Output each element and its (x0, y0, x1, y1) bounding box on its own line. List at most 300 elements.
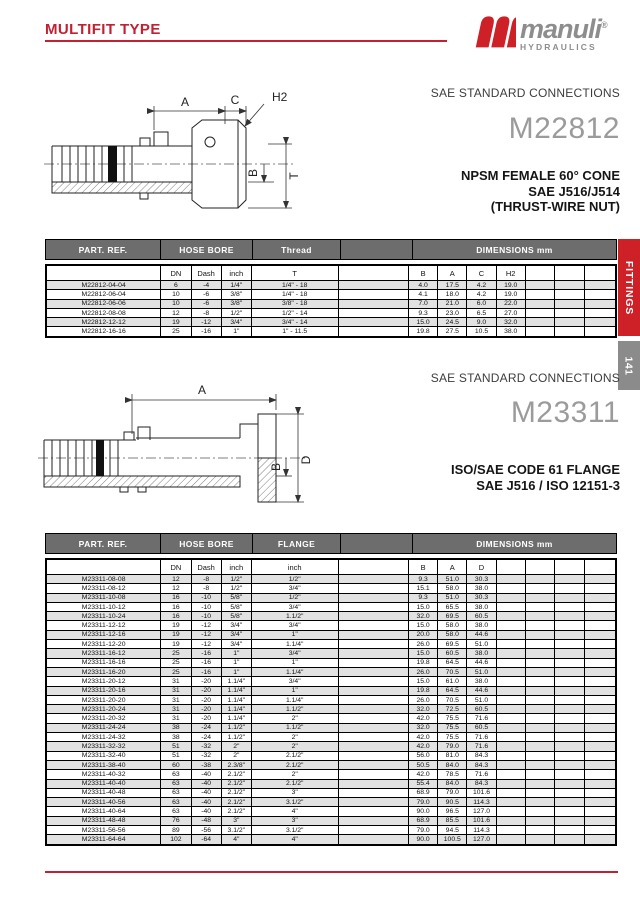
table-cell (338, 630, 408, 639)
table-cell: -10 (191, 602, 221, 611)
table-cell: M22812-12-12 (46, 318, 161, 327)
table-row (46, 770, 616, 779)
table-cell (585, 733, 616, 742)
table-cell: 42.0 (408, 714, 437, 723)
table-cell: 2.1/2" (251, 760, 338, 769)
table-cell (585, 318, 616, 327)
table-cell (555, 667, 585, 676)
table-cell: 69.5 (438, 612, 467, 621)
table-cell: 12 (161, 575, 191, 584)
table-cell: -32 (191, 742, 221, 751)
table-cell: 19 (161, 630, 191, 639)
table-cell (338, 658, 408, 667)
subtitle-line: (THRUST-WIRE NUT) (490, 199, 620, 214)
section2-eyebrow: SAE STANDARD CONNECTIONS (430, 371, 620, 385)
table-cell: M23311-38-40 (46, 760, 161, 769)
table-cell (555, 658, 585, 667)
table-row (46, 816, 616, 825)
table-cell: 2" (251, 733, 338, 742)
table-cell: 31 (161, 677, 191, 686)
table-row (46, 584, 616, 593)
table-cell: -20 (191, 695, 221, 704)
table-cell: M23311-16-16 (46, 658, 161, 667)
table-cell: 31 (161, 695, 191, 704)
table-cell: -56 (191, 826, 221, 835)
table-cell: 7.0 (408, 299, 437, 308)
table-cell: 3.1/2" (251, 798, 338, 807)
table-row (46, 733, 616, 742)
table-cell: 64.5 (438, 658, 467, 667)
table-cell: 1.1/4" (251, 695, 338, 704)
table-cell: 76 (161, 816, 191, 825)
table-cell: -20 (191, 705, 221, 714)
table-cell: -8 (191, 308, 221, 317)
table-cell: 65.5 (438, 602, 467, 611)
table-cell: 75.5 (438, 714, 467, 723)
table-cell: 38 (161, 733, 191, 742)
table-cell: -10 (191, 593, 221, 602)
table-cell: M23311-40-64 (46, 807, 161, 816)
column-header (46, 265, 161, 281)
table-cell (525, 779, 554, 788)
table-cell: 22.0 (496, 299, 525, 308)
table-cell: 60.5 (467, 723, 496, 732)
table-cell: 19 (161, 318, 191, 327)
table-cell (496, 705, 525, 714)
table-cell (525, 308, 554, 317)
table-cell: 30.3 (467, 575, 496, 584)
table-cell: M23311-20-24 (46, 705, 161, 714)
table-cell (585, 705, 616, 714)
table-cell: -40 (191, 770, 221, 779)
table-cell (525, 760, 554, 769)
table-cell (585, 835, 616, 845)
table-cell (555, 649, 585, 658)
table-cell: 31 (161, 686, 191, 695)
table-cell: 4.2 (467, 281, 496, 290)
table-cell: 16 (161, 593, 191, 602)
table-cell: 71.6 (467, 714, 496, 723)
table-cell: -12 (191, 630, 221, 639)
table-cell: 38.0 (467, 649, 496, 658)
table-cell (338, 770, 408, 779)
table-cell (585, 742, 616, 751)
table-cell (338, 686, 408, 695)
table-cell (496, 723, 525, 732)
table-cell (338, 835, 408, 845)
table-cell: -64 (191, 835, 221, 845)
table-cell: -40 (191, 798, 221, 807)
table-cell (555, 308, 585, 317)
group-header-hose-bore: HOSE BORE (161, 240, 252, 259)
parts-table (45, 558, 617, 846)
table-cell: 5/8" (221, 602, 251, 611)
table-cell: 71.6 (467, 742, 496, 751)
table-cell: 9.3 (408, 308, 437, 317)
table-cell (338, 779, 408, 788)
table-cell: 26.0 (408, 640, 437, 649)
table-cell: M23311-32-32 (46, 742, 161, 751)
column-header (338, 265, 408, 281)
table-cell (496, 751, 525, 760)
table-cell: 3.1/2" (221, 826, 251, 835)
fittings-side-tab (618, 239, 640, 336)
table-row (46, 327, 616, 337)
table-cell: 3/4" (221, 630, 251, 639)
table-cell (496, 658, 525, 667)
table-cell (525, 593, 554, 602)
table-cell (338, 281, 408, 290)
table-row (46, 779, 616, 788)
table-cell (338, 723, 408, 732)
table-cell (585, 649, 616, 658)
group-header-flange: FLANGE (253, 534, 340, 553)
table-cell: 1" (221, 327, 251, 337)
table-cell: 58.0 (438, 621, 467, 630)
column-header (496, 559, 525, 575)
table-cell (338, 807, 408, 816)
table-cell (525, 714, 554, 723)
table-cell (338, 299, 408, 308)
table-cell: 9.0 (467, 318, 496, 327)
table-row (46, 649, 616, 658)
table-cell (338, 816, 408, 825)
table-cell (525, 640, 554, 649)
table-cell (525, 816, 554, 825)
table-cell (555, 630, 585, 639)
table-cell: 3/4" (221, 640, 251, 649)
table-cell (555, 602, 585, 611)
table-cell (555, 290, 585, 299)
table-cell (496, 593, 525, 602)
table-row (46, 612, 616, 621)
table-cell (555, 575, 585, 584)
table-cell: 1" (221, 649, 251, 658)
table-cell (555, 835, 585, 845)
column-header (555, 559, 585, 575)
table-cell: 2.1/2" (251, 779, 338, 788)
column-header: A (438, 559, 467, 575)
table-cell (585, 751, 616, 760)
table-cell: -16 (191, 649, 221, 658)
group-header-spacer (341, 240, 412, 259)
table-cell (555, 733, 585, 742)
table-cell (555, 281, 585, 290)
table-cell: 38.0 (467, 677, 496, 686)
table-cell (496, 695, 525, 704)
dim-label-h2: H2 (272, 90, 288, 104)
table-cell: M23311-32-40 (46, 751, 161, 760)
table-cell: 23.0 (438, 308, 467, 317)
table-cell: 51 (161, 742, 191, 751)
table-cell: 60 (161, 760, 191, 769)
table-cell: 79.0 (408, 826, 437, 835)
table-cell: 55.4 (408, 779, 437, 788)
table-cell (555, 714, 585, 723)
table-cell: 15.0 (408, 649, 437, 658)
table-cell: 1/4" - 18 (251, 281, 338, 290)
table-cell: M23311-08-12 (46, 584, 161, 593)
table-cell: -32 (191, 751, 221, 760)
table-cell: 81.0 (438, 751, 467, 760)
table-cell: 1.1/4" (221, 695, 251, 704)
table-cell (338, 649, 408, 658)
table-cell (338, 308, 408, 317)
table-cell: 20.0 (408, 630, 437, 639)
table-cell: -38 (191, 760, 221, 769)
footer-rule (45, 871, 618, 873)
table-cell (525, 299, 554, 308)
table-cell: 17.5 (438, 281, 467, 290)
table-cell (585, 798, 616, 807)
table-cell: 56.0 (408, 751, 437, 760)
brand-name: manuli (520, 14, 602, 44)
table-cell (496, 584, 525, 593)
table-cell: 1" (221, 658, 251, 667)
table-cell: 51 (161, 751, 191, 760)
table-cell: M22812-04-04 (46, 281, 161, 290)
table-cell: 63 (161, 770, 191, 779)
table-cell (496, 649, 525, 658)
table-cell: M22812-08-08 (46, 308, 161, 317)
table-cell: 25 (161, 667, 191, 676)
table-cell: 3/4" - 14 (251, 318, 338, 327)
table-cell (585, 621, 616, 630)
table-cell: 5/8" (221, 612, 251, 621)
table-cell: -24 (191, 723, 221, 732)
table-cell: 90.0 (408, 835, 437, 845)
table-cell (555, 327, 585, 337)
table-cell (555, 593, 585, 602)
table-cell: -8 (191, 575, 221, 584)
table-cell: 1.1/4" (251, 640, 338, 649)
table-cell: 1/2" (251, 575, 338, 584)
table-cell: 127.0 (467, 807, 496, 816)
table-cell: 3/4" (251, 677, 338, 686)
table-cell: M23311-64-64 (46, 835, 161, 845)
table-cell (555, 299, 585, 308)
table-cell: 84.3 (467, 751, 496, 760)
table-cell (338, 677, 408, 686)
table-row (46, 798, 616, 807)
table-cell: 1/2" (221, 575, 251, 584)
table-cell: 10.5 (467, 327, 496, 337)
table-cell: 79.0 (438, 788, 467, 797)
table-cell: 85.5 (438, 816, 467, 825)
table-cell: 63 (161, 779, 191, 788)
table-cell: 50.5 (408, 760, 437, 769)
table-row (46, 640, 616, 649)
table-cell (525, 742, 554, 751)
table-group-header (45, 533, 617, 554)
table-cell: 58.0 (438, 630, 467, 639)
table-cell: 26.0 (408, 667, 437, 676)
table-cell: 3/4" (251, 649, 338, 658)
table-cell: 70.5 (438, 695, 467, 704)
table-cell (525, 658, 554, 667)
table-cell: -48 (191, 816, 221, 825)
parts-table (45, 264, 617, 338)
table-cell: 1.1/4" (251, 667, 338, 676)
table-cell (525, 705, 554, 714)
table-cell: 32.0 (408, 723, 437, 732)
table-cell: M23311-56-56 (46, 826, 161, 835)
table-cell (525, 290, 554, 299)
table-cell: 51.0 (467, 640, 496, 649)
brand-subtitle: HYDRAULICS (520, 42, 597, 52)
table-cell: 38.0 (467, 584, 496, 593)
table-cell: 12 (161, 308, 191, 317)
table-cell: 15.0 (408, 621, 437, 630)
table-cell (555, 798, 585, 807)
table-cell: 84.3 (467, 760, 496, 769)
table-cell: 19 (161, 640, 191, 649)
table-cell: 38.0 (467, 621, 496, 630)
manuli-logo (474, 12, 608, 52)
table-cell: 18.0 (438, 290, 467, 299)
table-cell (585, 658, 616, 667)
table-cell: -12 (191, 621, 221, 630)
table-cell: 15.0 (408, 677, 437, 686)
table-cell (338, 714, 408, 723)
logo-text-block (520, 12, 608, 52)
table-cell: 60.5 (467, 612, 496, 621)
table-cell: 5/8" (221, 593, 251, 602)
table-cell (496, 612, 525, 621)
section1-eyebrow: SAE STANDARD CONNECTIONS (430, 86, 620, 100)
table-cell: M23311-10-24 (46, 612, 161, 621)
table-cell: 71.6 (467, 770, 496, 779)
table-cell: M23311-40-56 (46, 798, 161, 807)
dim-label-a: A (180, 95, 190, 109)
dim-label-t: T (287, 172, 301, 180)
table-cell (338, 602, 408, 611)
table-cell: 1.1/2" (251, 705, 338, 714)
m22812-table (45, 239, 617, 338)
table-cell (585, 770, 616, 779)
column-header (555, 265, 585, 281)
table-row (46, 593, 616, 602)
table-cell (496, 779, 525, 788)
table-cell (496, 575, 525, 584)
m23311-technical-drawing (36, 380, 316, 522)
table-cell (338, 593, 408, 602)
table-cell: 94.5 (438, 826, 467, 835)
table-cell (555, 788, 585, 797)
table-row (46, 299, 616, 308)
table-cell: 1.1/2" (221, 723, 251, 732)
table-cell: 75.5 (438, 733, 467, 742)
table-cell (525, 584, 554, 593)
table-cell (338, 733, 408, 742)
table-cell: 3/8" (221, 290, 251, 299)
table-cell: 10 (161, 299, 191, 308)
table-cell: 31 (161, 705, 191, 714)
table-cell: 1" (251, 630, 338, 639)
table-cell: 1.1/2" (251, 723, 338, 732)
table-row (46, 677, 616, 686)
table-cell: 1/2" - 14 (251, 308, 338, 317)
table-cell (496, 602, 525, 611)
table-cell (338, 318, 408, 327)
table-cell: -24 (191, 733, 221, 742)
table-cell (525, 667, 554, 676)
table-cell (338, 751, 408, 760)
column-header (46, 559, 161, 575)
table-cell: 1/2" (221, 308, 251, 317)
table-cell (555, 686, 585, 695)
table-cell: 9.3 (408, 575, 437, 584)
table-cell: -8 (191, 584, 221, 593)
table-cell (585, 630, 616, 639)
table-cell (525, 807, 554, 816)
table-cell (585, 290, 616, 299)
table-cell: 4" (251, 807, 338, 816)
table-cell: 1" (251, 658, 338, 667)
group-header-dimensions: DIMENSIONS mm (413, 240, 616, 259)
table-cell: 2" (221, 742, 251, 751)
table-cell: -12 (191, 318, 221, 327)
table-cell: 90.0 (408, 807, 437, 816)
table-cell (496, 798, 525, 807)
table-cell: 4" (221, 835, 251, 845)
table-row (46, 826, 616, 835)
registered-mark: ® (601, 20, 608, 30)
table-cell (555, 677, 585, 686)
table-cell: 3/4" (221, 621, 251, 630)
table-cell: M23311-16-20 (46, 667, 161, 676)
table-cell: -12 (191, 640, 221, 649)
table-cell (585, 816, 616, 825)
table-cell: 1/2" (221, 584, 251, 593)
table-cell (585, 779, 616, 788)
table-cell: 44.6 (467, 658, 496, 667)
table-cell (555, 621, 585, 630)
brand-wordmark (520, 12, 608, 42)
table-cell: 2.1/2" (251, 751, 338, 760)
table-row (46, 760, 616, 769)
column-header: B (408, 559, 437, 575)
table-cell: 102 (161, 835, 191, 845)
table-cell (585, 308, 616, 317)
table-cell (496, 835, 525, 845)
table-cell (555, 705, 585, 714)
table-cell: 1.1/4" (221, 705, 251, 714)
table-cell: 19.8 (408, 686, 437, 695)
table-cell: -16 (191, 658, 221, 667)
table-cell: M23311-12-16 (46, 630, 161, 639)
table-cell: 31 (161, 714, 191, 723)
table-cell: 1/4" - 18 (251, 290, 338, 299)
dim-label-b: B (269, 462, 283, 472)
table-cell (585, 695, 616, 704)
column-header: A (438, 265, 467, 281)
table-cell: 70.5 (438, 667, 467, 676)
table-cell: -20 (191, 686, 221, 695)
table-cell: 1" (221, 667, 251, 676)
table-cell: 60.5 (467, 705, 496, 714)
table-cell: M23311-20-20 (46, 695, 161, 704)
table-cell (496, 807, 525, 816)
column-header: inch (221, 265, 251, 281)
table-cell: 15.1 (408, 584, 437, 593)
table-cell (496, 677, 525, 686)
table-cell: -16 (191, 667, 221, 676)
table-cell: M23311-20-16 (46, 686, 161, 695)
table-cell (525, 695, 554, 704)
table-cell: M23311-20-12 (46, 677, 161, 686)
table-cell: 3/4" (251, 621, 338, 630)
